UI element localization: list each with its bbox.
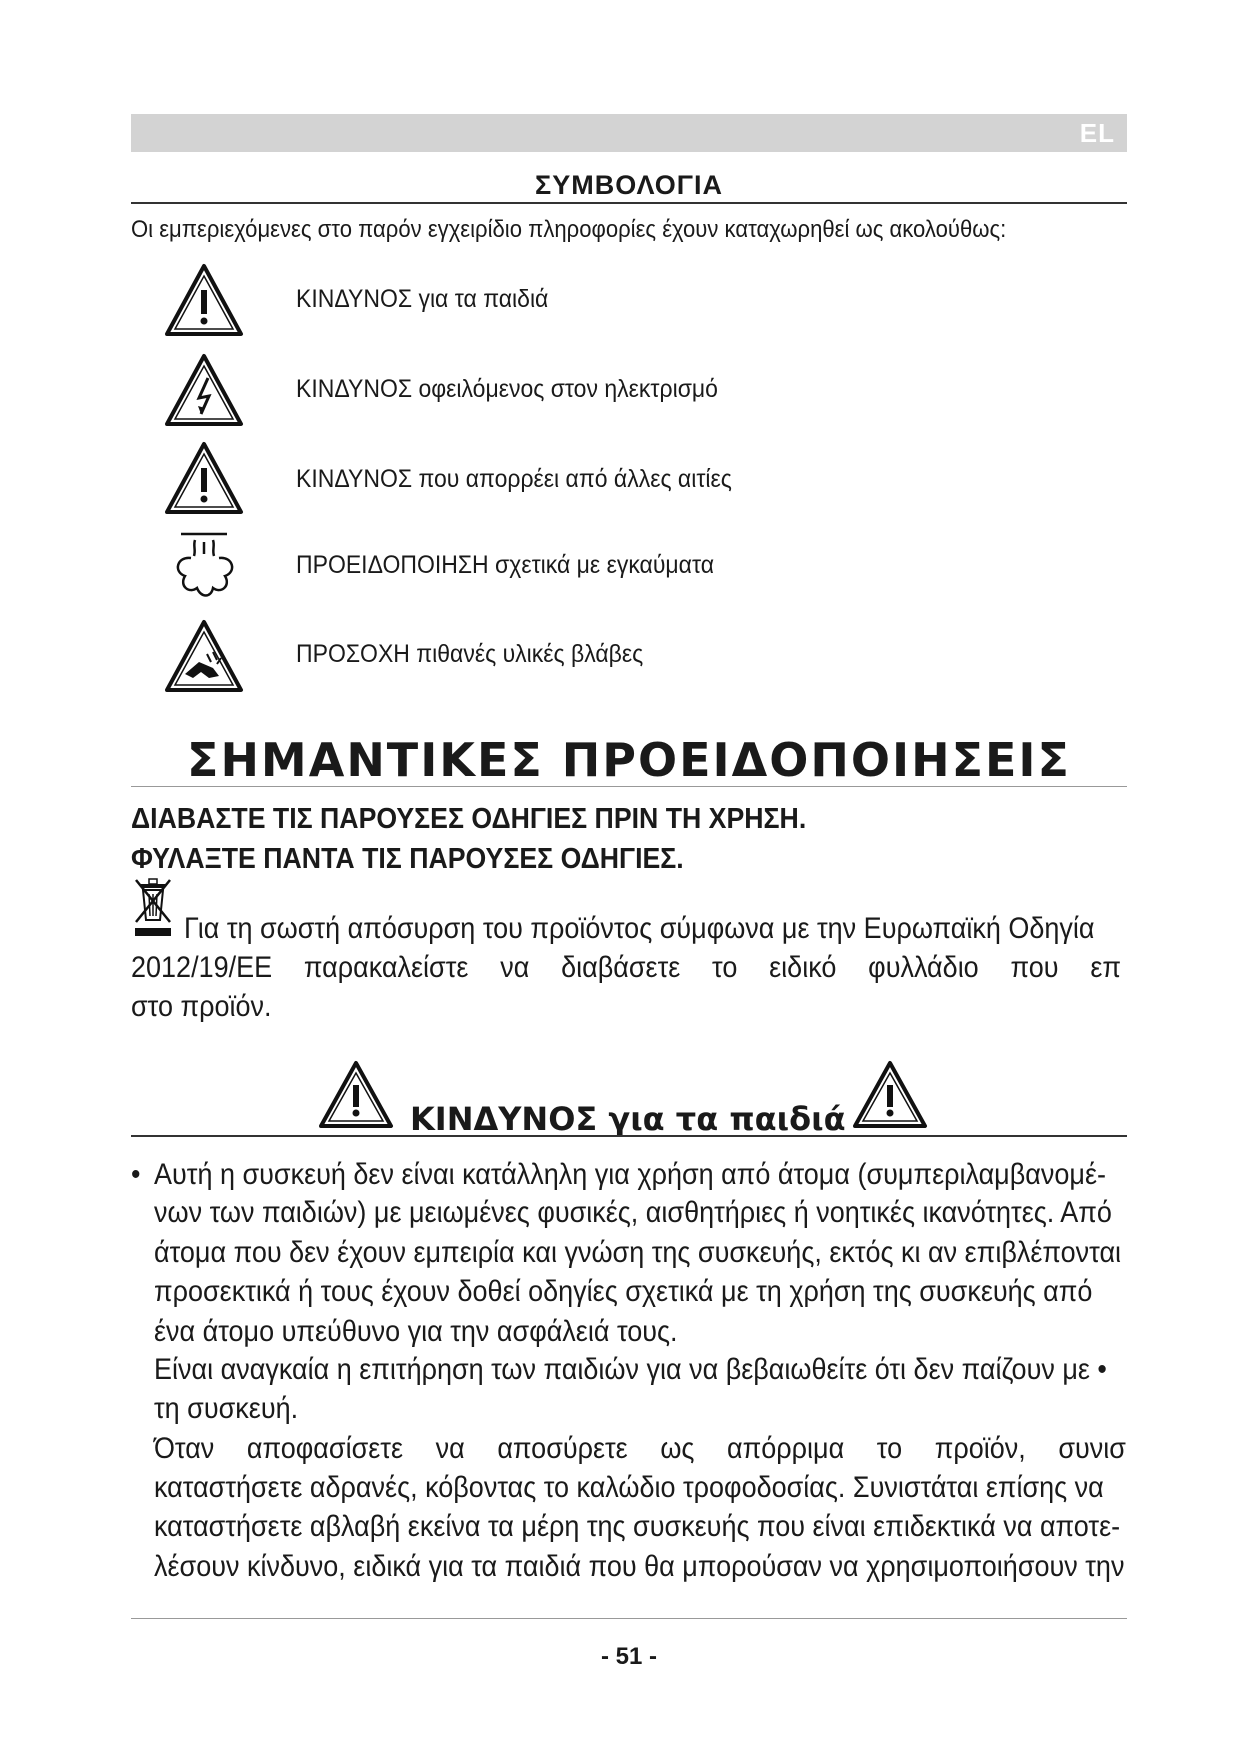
children-text-line: προσεκτικά ή τους έχουν δοθεί οδηγίες σχετικά με τη χρήση της συσκευής από: [154, 1275, 1093, 1308]
children-text-line: ένα άτομο υπεύθυνο για την ασφάλειά τους.: [154, 1315, 678, 1348]
warning-triangle-icon: [163, 440, 245, 518]
warnings-underline: [131, 786, 1127, 787]
symbol-label-other-danger: ΚΙΝΔΥΝΟΣ που απορρέει από άλλες αιτίες: [296, 465, 732, 493]
children-text-line: Είναι αναγκαία η επιτήρηση των παιδιών για να βεβαιωθείτε ότι δεν παίζουν με •: [154, 1353, 1107, 1386]
language-code: EL: [1079, 118, 1115, 148]
crossed-bin-icon: [131, 876, 175, 938]
symbology-intro: Οι εμπεριεχόμενες στο παρόν εγχειρίδιο πληροφορίες έχουν καταχωρηθεί ως ακολούθως:: [131, 216, 1007, 243]
header-bar: [131, 114, 1127, 152]
bullet: •: [131, 1158, 141, 1191]
symbol-label-electric-danger: ΚΙΝΔΥΝΟΣ οφειλόμενος στον ηλεκτρισμό: [296, 375, 718, 403]
symbol-label-material-damage: ΠΡΟΣΟΧΗ πιθανές υλικές βλάβες: [296, 640, 644, 668]
read-instructions-line: ΔΙΑΒΑΣΤΕ ΤΙΣ ΠΑΡΟΥΣΕΣ ΟΔΗΓΙΕΣ ΠΡΙΝ ΤΗ ΧΡΗΣΗ.: [131, 803, 807, 835]
children-text-line: καταστήσετε αδρανές, κόβοντας το καλώδιο τροφοδοσίας. Συνιστάται επίσης να: [154, 1471, 1104, 1504]
children-danger-title: ΚΙΝΔΥΝΟΣ για τα παιδιά: [410, 1100, 846, 1138]
symbology-title: ΣΥΜΒΟΛΟΓΙΑ: [535, 170, 723, 200]
hot-surface-icon: [163, 528, 245, 606]
damage-hand-icon: [163, 618, 245, 696]
children-text-line: λέσουν κίνδυνο, ειδικά για τα παιδιά που θα μπορούσαν να χρησιμοποιήσουν την: [154, 1550, 1125, 1583]
electric-hazard-icon: [163, 352, 245, 430]
warning-triangle-icon: [318, 1060, 394, 1130]
children-text-line: άτομα που δεν έχουν εμπειρία και γνώση της συσκευής, εκτός κι αν επιβλέπονται: [154, 1236, 1122, 1269]
children-text-line: καταστήσετε αβλαβή εκείνα τα μέρη της συσκευής που είναι επιδεκτικά να αποτε-: [154, 1510, 1121, 1543]
warning-triangle-icon: [163, 262, 245, 340]
children-section-underline: [131, 1135, 1127, 1137]
children-text-justified-line: Όταν αποφασίσετε να αποσύρετε ως απόρριμα το προϊόν, συνισ: [154, 1432, 1126, 1465]
title-underline: [131, 202, 1127, 204]
warning-triangle-icon: [852, 1060, 928, 1130]
page-number: - 51 -: [600, 1643, 657, 1670]
children-text-line: νων των παιδιών) με μειωμένες φυσικές, αισθητήριες ή νοητικές ικανότητες. Από: [154, 1196, 1112, 1229]
footer-rule: [131, 1618, 1127, 1619]
disposal-text-line-3: στο προϊόν.: [131, 990, 272, 1023]
symbol-label-burn-warning: ΠΡΟΕΙΔΟΠΟΙΗΣΗ σχετικά με εγκαύματα: [296, 551, 715, 579]
keep-instructions-line: ΦΥΛΑΞΤΕ ΠΑΝΤΑ ΤΙΣ ΠΑΡΟΥΣΕΣ ΟΔΗΓΙΕΣ.: [131, 843, 684, 875]
children-text-line: Αυτή η συσκευή δεν είναι κατάλληλη για χρήση από άτομα (συμπεριλαμβανομέ-: [154, 1158, 1106, 1191]
disposal-text-line-1: Για τη σωστή απόσυρση του προϊόντος σύμφωνα με την Ευρωπαϊκή Οδηγία: [184, 912, 1095, 945]
disposal-text-line-2: 2012/19/ΕΕ παρακαλείστε να διαβάσετε το ειδικό φυλλάδιο που επ: [131, 951, 1121, 984]
important-warnings-title: ΣΗΜΑΝΤΙΚΕΣ ΠΡΟΕΙΔΟΠΟΙΗΣΕΙΣ: [187, 733, 1071, 787]
symbol-label-children-danger: ΚΙΝΔΥΝΟΣ για τα παιδιά: [296, 285, 549, 313]
children-text-line: τη συσκευή.: [154, 1392, 299, 1425]
